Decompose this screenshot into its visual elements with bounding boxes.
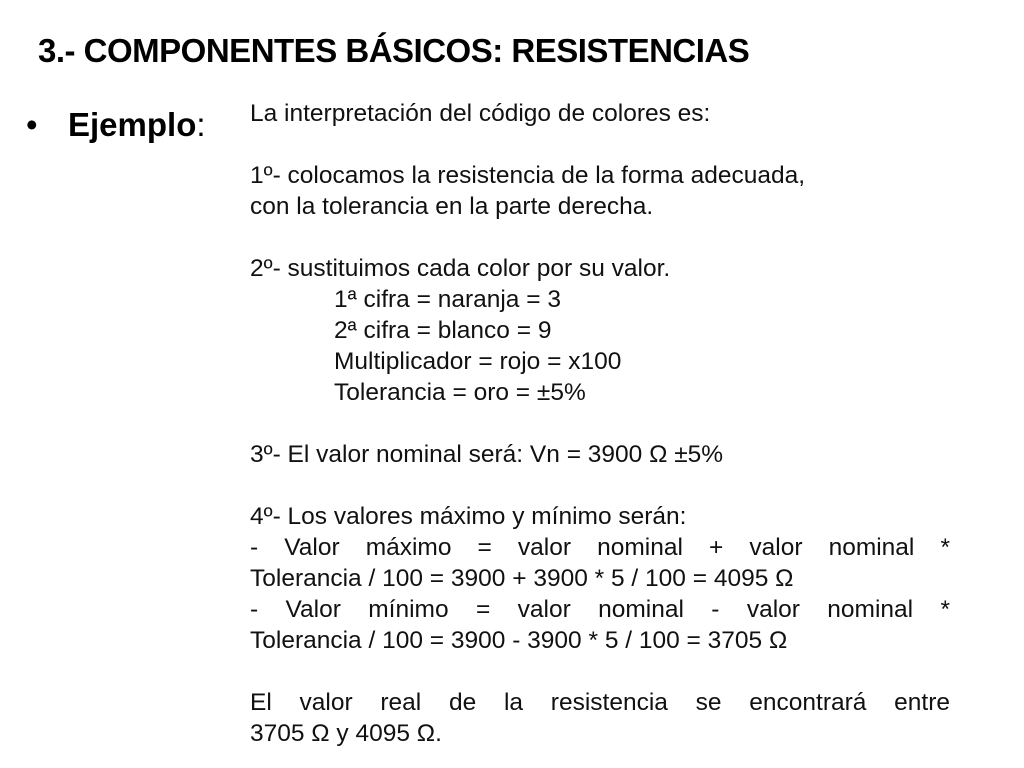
step2-heading: 2º- sustituimos cada color por su valor. xyxy=(250,255,671,282)
spacer xyxy=(250,470,950,501)
step2-item-first-digit: 1ª cifra = naranja = 3 xyxy=(334,286,561,313)
bullet-ejemplo xyxy=(26,106,206,144)
step4-min-line2: Tolerancia / 100 = 3900 - 3900 * 5 / 100 = 3705 Ω xyxy=(250,627,788,654)
conclusion-line1: El valor real de la resistencia se encontrará entre xyxy=(250,689,950,716)
step4-min-line1: - Valor mínimo = valor nominal - valor nominal * xyxy=(250,596,950,623)
intro-text: La interpretación del código de colores es: xyxy=(250,100,711,127)
step2-item-second-digit: 2ª cifra = blanco = 9 xyxy=(334,317,552,344)
spacer xyxy=(250,408,950,439)
spacer xyxy=(250,129,950,160)
spacer xyxy=(250,222,950,253)
step1-line2: con la tolerancia en la parte derecha. xyxy=(250,193,654,220)
step1-line1: 1º- colocamos la resistencia de la forma adecuada, xyxy=(250,162,806,189)
step3-nominal-value: 3º- El valor nominal será: Vn = 3900 Ω ±5% xyxy=(250,441,724,468)
bullet-colon: : xyxy=(196,106,206,143)
step4-heading: 4º- Los valores máximo y mínimo serán: xyxy=(250,503,687,530)
step4-max-line1: - Valor máximo = valor nominal + valor nominal * xyxy=(250,534,950,561)
bullet-icon: • xyxy=(26,106,38,143)
example-content xyxy=(250,98,950,749)
spacer xyxy=(250,656,950,687)
step2-item-tolerance: Tolerancia = oro = ±5% xyxy=(334,379,586,406)
conclusion-line2: 3705 Ω y 4095 Ω. xyxy=(250,720,442,747)
bullet-label: Ejemplo xyxy=(68,106,197,143)
step4-max-line2: Tolerancia / 100 = 3900 + 3900 * 5 / 100 = 4095 Ω xyxy=(250,565,794,592)
slide-title: 3.- COMPONENTES BÁSICOS: RESISTENCIAS xyxy=(38,32,750,69)
step2-item-multiplier: Multiplicador = rojo = x100 xyxy=(334,348,622,375)
